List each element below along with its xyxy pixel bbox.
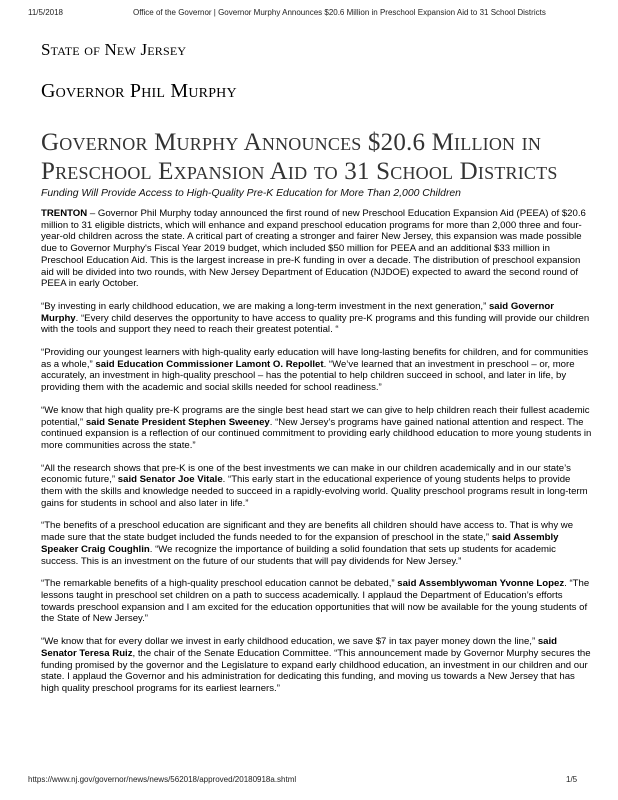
quote-text: . “Every child deserves the opportunity to have access to quality pre-K programs and this funding will provide our children with the tools and support they need to reach their greatest potential. “ [41,312,590,336]
article-body [41,208,593,706]
quote-text: “We know that for every dollar we invest in early childhood education, we save $7 in tax payer money down the line,” [41,636,538,648]
quote-paragraph [41,520,593,567]
speaker-attribution: said Assemblywoman Yvonne Lopez [397,578,565,590]
quote-paragraph [41,405,593,452]
print-page-title: Office of the Governor | Governor Murphy Announces $20.6 Million in Preschool Expansion Aid to 31 School Districts [133,8,546,17]
article-headline [41,128,601,186]
site-governor-name[interactable]: Governor Phil Murphy [41,80,237,102]
quote-text: “Providing our youngest learners with high-quality early education will have long-lasting benefits for children, and for communities as a whole,” [41,347,589,370]
quote-text: . “New Jersey’s programs have gained national attention and respect. The continued expansion is a reflection of our continued commitment to providing early childhood education to more young students in more communities across the state.” [41,416,592,451]
speaker-attribution: said Governor Murphy [41,300,554,324]
quote-paragraph [41,636,593,695]
print-page-number: 1/5 [566,775,578,784]
dateline: TRENTON [41,208,88,219]
quote-text: . “The lessons taught in preschool set children on a path to success academically. I applaud the Department of Education’s efforts towards preschool expansion and I am excited for the education opportunities that will now be available for the young students of the State of New Jersey.” [41,578,590,625]
speaker-attribution: said Assembly Speaker Craig Coughlin [41,532,559,555]
print-url: https://www.nj.gov/governor/news/news/562018/approved/20180918a.shtml [28,775,297,784]
quote-paragraph [41,301,593,336]
speaker-attribution: said Senator Joe Vitale [117,474,223,486]
quote-paragraph [41,347,593,394]
quote-paragraph [41,578,593,625]
speaker-attribution: said Senator Teresa Ruiz [41,636,558,659]
paragraph-intro [41,208,593,290]
article-subhead: Funding Will Provide Access to High-Quality Pre-K Education for More Than 2,000 Children [41,188,461,199]
headline-line-1: Governor Murphy Announces $20.6 Million in [41,129,542,156]
quote-text: “We know that high quality pre-K programs are the single best head start we can give to help children reach their fullest academic potential,” [41,404,590,428]
quote-text: “By investing in early childhood education, we are making a long-term investment in the next generation,” [41,300,489,312]
quote-text: , the chair of the Senate Education Committee. “This announcement made by Governor Murphy secures the funding promised by the governor and the Legislature to expand early childhood education, an investment in our children and our state. I applaud the Governor and his administration for dedicating this funding, and moving us towards a New Jersey that has high quality preschool programs for its earliest learners.” [41,647,591,694]
quote-text: “All the research shows that pre-K is one of the best investments we can make in our children academically and in our state’s economic future,” [41,462,571,486]
speaker-attribution: said Education Commissioner Lamont O. Repollet [95,358,324,370]
quote-text: . “This early start in the educational experience of young students helps to provide them with the skills and knowledge needed to succeed in a rapidly-evolving world. Quality preschool programs result in long-term gains for students in school and also later in life.” [41,474,588,509]
site-state-name[interactable]: State of New Jersey [41,40,187,59]
quote-text: “The remarkable benefits of a high-quality preschool education cannot be debated,” [41,578,398,590]
headline-line-2: Preschool Expansion Aid to 31 School Districts [41,158,558,185]
paragraph-text: – Governor Phil Murphy today announced the first round of new Preschool Education Expansion Aid (PEEA) of $20.6 million to 31 eligible districts, which will enhance and expand preschool education programs for more than 2,000 three and four-year-old children across the state. A critical part of creating a stronger and fairer New Jersey, this expansion was made possible due to Governor Murphy's Fiscal Year 2019 budget, which included $50 million for PEEA and an additional $33 million in Preschool Education Aid. This is the largest increase in pre-K funding in over a decade. The distribution of preschool expansion aid will be divided into two rounds, with New Jersey Department of Education (NJDOE) expected to award the second round of PEEA in early October. [41,208,586,290]
speaker-attribution: said Senate President Stephen Sweeney [85,416,270,428]
quote-paragraph [41,463,593,510]
print-date: 11/5/2018 [28,8,63,17]
quote-text: . “We recognize the importance of building a solid foundation that sets up students for academic success. This is an investment on the future of our students that will pay dividends for New Jersey.” [41,543,556,567]
quote-text: “The benefits of a preschool education are significant and they are benefits all children should have access to. That is why we made sure that the state budget included the funds needed to for the expansion of preschool in the state,” [41,520,574,544]
quote-text: . “We’ve learned that an investment in preschool – or, more accurately, an investment in high-quality preschool – has the potential to help children succeed in school, and later in life, by providing them with the academic and social skills needed for school readiness.” [41,358,575,394]
